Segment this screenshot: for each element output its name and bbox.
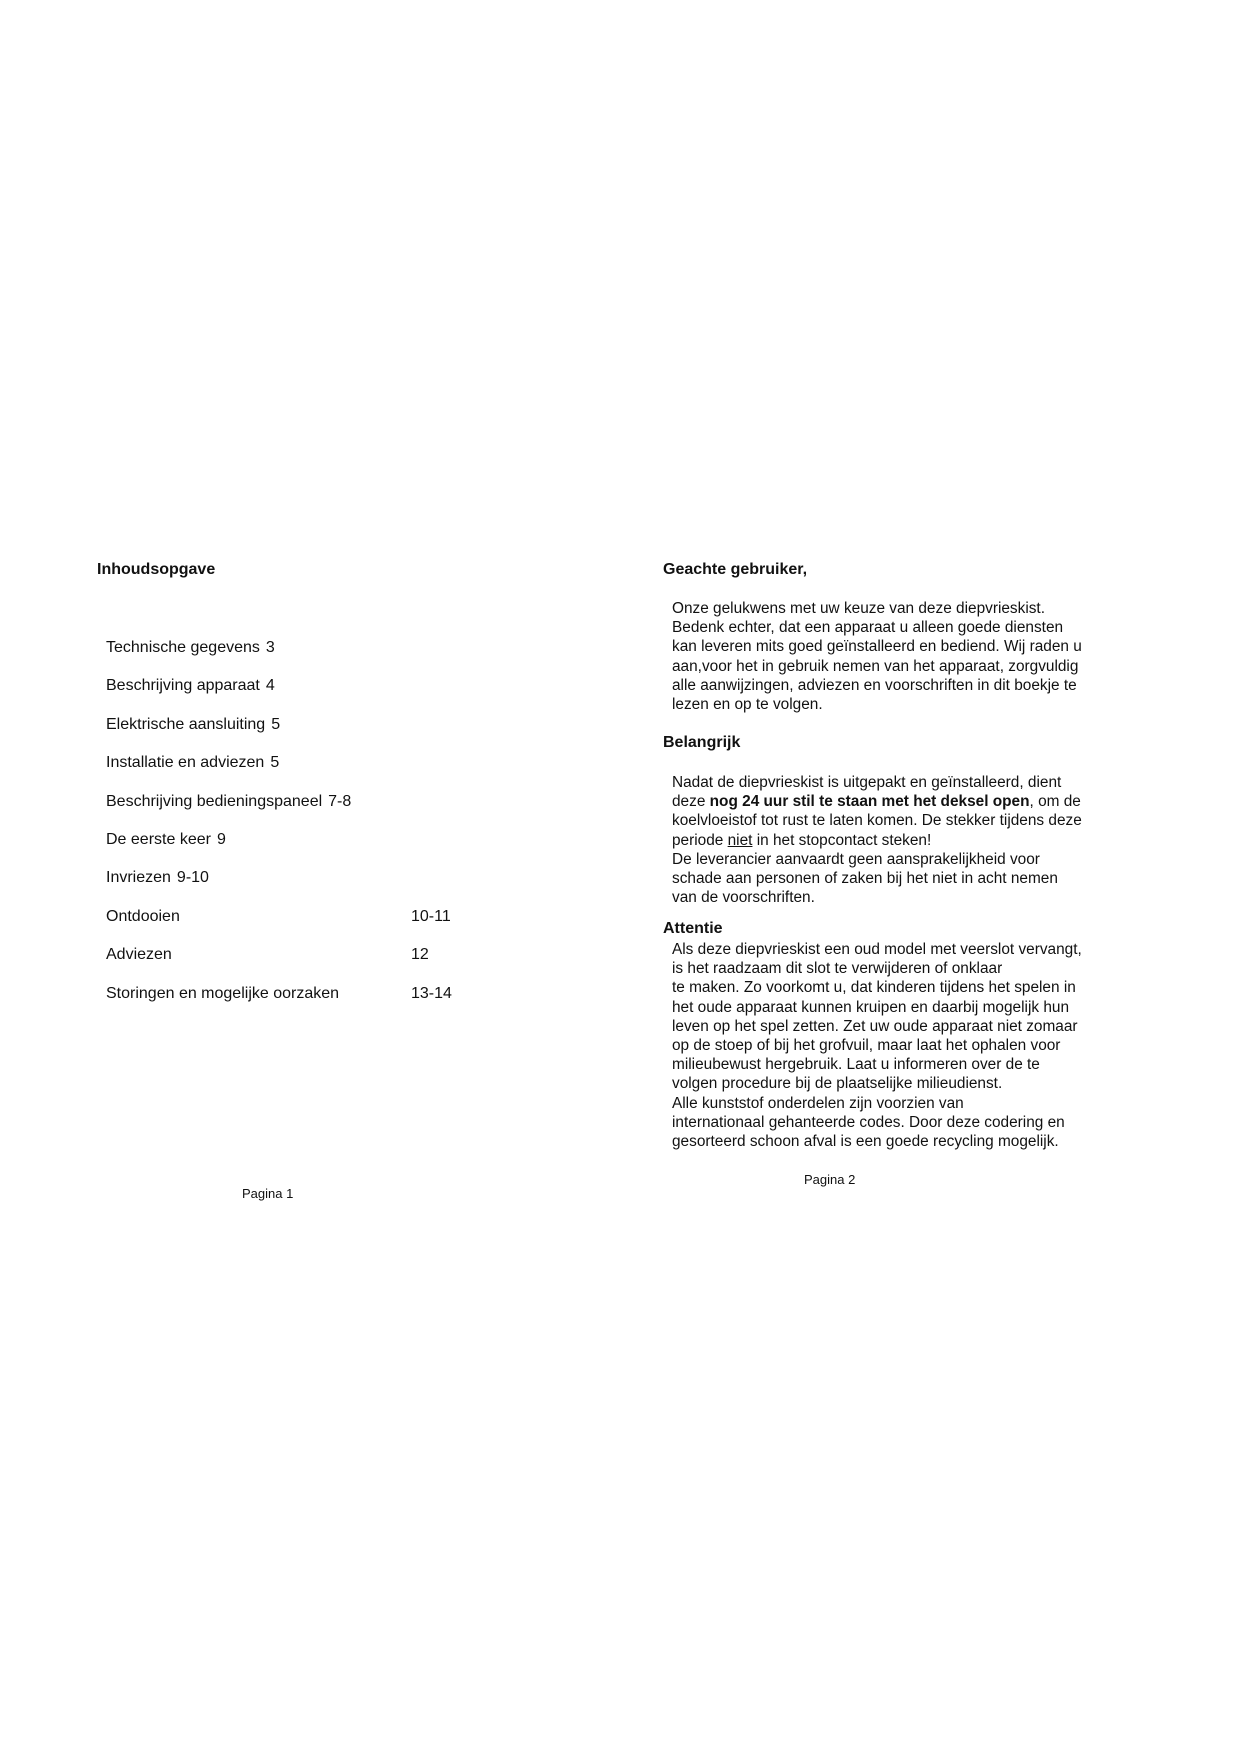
text-segment: , om de: [1029, 793, 1081, 811]
toc-entry: [106, 984, 526, 1022]
toc-entry-page: 10-11: [411, 907, 451, 925]
toc-entry: [106, 868, 526, 906]
greeting-heading: Geachte gebruiker,: [663, 561, 808, 578]
intro-line: alle aanwijzingen, adviezen en voorschriften in dit boekje te: [672, 676, 1077, 694]
attention-line: volgen procedure bij de plaatselijke milieudienst.: [672, 1075, 1003, 1093]
toc-entry: [106, 907, 526, 945]
toc-entry-page: 5: [271, 715, 281, 733]
toc-entry-label: Beschrijving bedieningspaneel: [106, 792, 323, 810]
underlined-word: niet: [727, 831, 753, 849]
toc-entry-page: 3: [265, 639, 275, 656]
page-number-2: Pagina 2: [804, 1172, 856, 1187]
attention-line: milieubewust hergebruik. Laat u informeren over de te: [672, 1056, 1040, 1074]
toc-entry-label: Adviezen: [106, 946, 172, 964]
toc-title: Inhoudsopgave: [97, 561, 216, 578]
table-of-contents: [106, 638, 526, 1022]
important-line: [672, 831, 1082, 850]
text-segment: periode: [672, 831, 728, 849]
toc-entry: [106, 753, 526, 791]
page-2: [620, 0, 1241, 1754]
important-line: koelvloeistof tot rust te laten komen. De stekker tijdens deze: [672, 812, 1082, 830]
toc-entry-page: 4: [265, 677, 275, 695]
attention-line: Alle kunststof onderdelen zijn voorzien van: [672, 1094, 964, 1112]
toc-entry-page: 9-10: [176, 869, 209, 887]
text-segment: in het stopcontact steken!: [752, 831, 932, 849]
page-number-1: Pagina 1: [242, 1186, 294, 1201]
page-1: [0, 0, 620, 1754]
intro-line: lezen en op te volgen.: [672, 696, 823, 714]
toc-entry-label: Beschrijving apparaat: [106, 677, 260, 695]
attention-line: gesorteerd schoon afval is een goede recycling mogelijk.: [672, 1133, 1059, 1151]
text-segment: deze: [672, 793, 710, 811]
toc-entry-label: Installatie en adviezen: [106, 754, 265, 772]
toc-entry-label: Technische gegevens: [106, 639, 260, 656]
toc-entry: [106, 792, 526, 830]
intro-line: kan leveren mits goed geïnstalleerd en bediend. Wij raden u: [672, 638, 1082, 656]
toc-entry-label: Invriezen: [106, 869, 171, 887]
attention-line: het oude apparaat kunnen kruipen en daarbij mogelijk hun: [672, 998, 1070, 1016]
toc-entry: [106, 945, 526, 983]
important-heading: Belangrijk: [663, 734, 741, 751]
toc-entry: [106, 830, 526, 868]
liability-line: De leverancier aanvaardt geen aansprakelijkheid voor: [672, 850, 1040, 868]
attention-line: op de stoep of bij het grofvuil, maar laat het ophalen voor: [672, 1037, 1061, 1055]
attention-line: leven op het spel zetten. Zet uw oude apparaat niet zomaar: [672, 1017, 1078, 1035]
toc-entry-page: 12: [411, 946, 429, 964]
toc-entry: [106, 676, 526, 714]
attention-line: is het raadzaam dit slot te verwijderen of onklaar: [672, 960, 1003, 978]
attention-line: internationaal gehanteerde codes. Door deze codering en: [672, 1113, 1065, 1131]
toc-entry: [106, 715, 526, 753]
toc-entry-label: De eerste keer: [106, 830, 211, 848]
toc-entry-page: 13-14: [411, 984, 452, 1002]
liability-line: van de voorschriften.: [672, 889, 815, 907]
intro-line: aan,voor het in gebruik nemen van het apparaat, zorgvuldig: [672, 657, 1079, 675]
attention-line: Als deze diepvrieskist een oud model met veerslot vervangt,: [672, 941, 1082, 958]
attention-heading: Attentie: [663, 920, 723, 937]
intro-line: Onze gelukwens met uw keuze van deze diepvrieskist.: [672, 600, 1045, 617]
toc-entry-page: 5: [270, 754, 280, 772]
bold-warning: nog 24 uur stil te staan met het deksel open: [709, 793, 1030, 811]
liability-line: schade aan personen of zaken bij het niet in acht nemen: [672, 870, 1058, 888]
attention-line: te maken. Zo voorkomt u, dat kinderen tijdens het spelen in: [672, 979, 1076, 997]
intro-line: Bedenk echter, dat een apparaat u alleen goede diensten: [672, 619, 1064, 637]
toc-entry-page: 7-8: [328, 792, 352, 810]
toc-entry: [106, 638, 526, 676]
important-paragraph: [672, 773, 1082, 907]
liability-text: [672, 850, 1082, 908]
toc-entry-page: 9: [216, 830, 226, 848]
important-line: Nadat de diepvrieskist is uitgepakt en geïnstalleerd, dient: [672, 774, 1062, 791]
important-line: [672, 792, 1082, 811]
toc-entry-label: Storingen en mogelijke oorzaken: [106, 984, 340, 1002]
toc-entry-label: Ontdooien: [106, 907, 180, 925]
attention-paragraph: [672, 940, 1082, 1151]
intro-paragraph: [672, 599, 1082, 714]
toc-entry-label: Elektrische aansluiting: [106, 715, 266, 733]
